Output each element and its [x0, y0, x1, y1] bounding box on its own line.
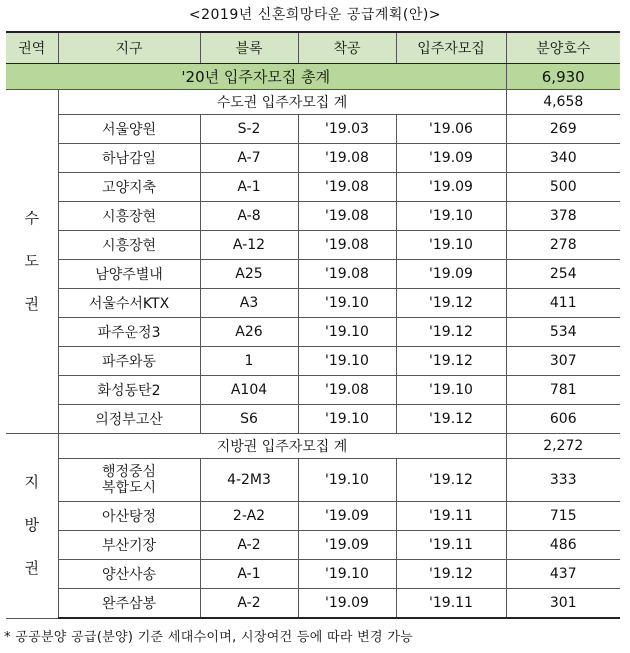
table-row: [6, 347, 620, 376]
district-line: 행정중심: [101, 463, 157, 480]
district-cell: 파주운정3: [58, 318, 200, 347]
block-cell: 1: [200, 347, 298, 376]
table-row: [6, 318, 620, 347]
units-cell: 333: [506, 459, 620, 502]
units-cell: 606: [506, 405, 620, 434]
district-cell: 파주와동: [58, 347, 200, 376]
table-row: [6, 144, 620, 173]
start-cell: '19.10: [298, 459, 396, 502]
start-cell: '19.10: [298, 560, 396, 589]
footnote: * 공공분양 공급(분양) 기준 세대수이며, 시장여건 등에 따라 변경 가능: [4, 630, 414, 645]
recruit-cell: '19.09: [396, 173, 506, 202]
units-cell: 715: [506, 502, 620, 531]
recruit-cell: '19.11: [396, 502, 506, 531]
units-cell: 301: [506, 589, 620, 619]
district-cell: 양산사송: [58, 560, 200, 589]
start-cell: '19.09: [298, 502, 396, 531]
block-cell: S6: [200, 405, 298, 434]
region-local: [6, 434, 58, 619]
block-cell: A-2: [200, 589, 298, 619]
units-cell: 437: [506, 560, 620, 589]
block-cell: A26: [200, 318, 298, 347]
block-cell: A25: [200, 260, 298, 289]
table-title: <2019년 신혼희망타운 공급계획(안)>: [188, 7, 442, 23]
district-cell: 부산기장: [58, 531, 200, 560]
recruit-cell: '19.09: [396, 260, 506, 289]
units-cell: 500: [506, 173, 620, 202]
district-cell: 하남감일: [58, 144, 200, 173]
table-row: [6, 531, 620, 560]
table-row: [6, 405, 620, 434]
district-cell: 화성동탄2: [58, 376, 200, 405]
table-row: [6, 589, 620, 619]
district-line: 복합도시: [101, 480, 157, 496]
capital-subtotal-value: 4,658: [506, 90, 620, 115]
district-cell: 시흥장현: [58, 231, 200, 260]
local-subtotal-value: 2,272: [506, 434, 620, 459]
start-cell: '19.08: [298, 376, 396, 405]
recruit-cell: '19.09: [396, 144, 506, 173]
region-char: 방: [24, 516, 39, 535]
local-subtotal-label: 지방권 입주자모집 계: [58, 434, 506, 459]
capital-subtotal-label: 수도권 입주자모집 계: [58, 90, 506, 115]
region-char: 도: [24, 252, 39, 270]
recruit-cell: '19.10: [396, 376, 506, 405]
recruit-cell: '19.12: [396, 459, 506, 502]
units-cell: 534: [506, 318, 620, 347]
region-char: 수: [24, 209, 39, 227]
district-cell: [58, 459, 200, 502]
block-cell: A-2: [200, 531, 298, 560]
district-cell: 시흥장현: [58, 202, 200, 231]
supply-plan-table: [6, 31, 620, 619]
units-cell: 378: [506, 202, 620, 231]
units-cell: 340: [506, 144, 620, 173]
header-recruit: 입주자모집: [396, 32, 506, 64]
recruit-cell: '19.12: [396, 560, 506, 589]
units-cell: 278: [506, 231, 620, 260]
start-cell: '19.10: [298, 289, 396, 318]
block-cell: A-8: [200, 202, 298, 231]
units-cell: 486: [506, 531, 620, 560]
header-row: [6, 32, 620, 64]
district-cell: 남양주별내: [58, 260, 200, 289]
units-cell: 781: [506, 376, 620, 405]
header-block: 블록: [200, 32, 298, 64]
start-cell: '19.10: [298, 318, 396, 347]
units-cell: 269: [506, 115, 620, 144]
table-row: [6, 260, 620, 289]
district-cell: 의정부고산: [58, 405, 200, 434]
recruit-cell: '19.10: [396, 202, 506, 231]
table-row: [6, 173, 620, 202]
region-capital: [6, 90, 58, 434]
header-start: 착공: [298, 32, 396, 64]
block-cell: A-12: [200, 231, 298, 260]
block-cell: A3: [200, 289, 298, 318]
table-row: [6, 289, 620, 318]
region-char: 지: [24, 473, 39, 492]
start-cell: '19.10: [298, 405, 396, 434]
start-cell: '19.08: [298, 260, 396, 289]
header-district: 지구: [58, 32, 200, 64]
table-row: [6, 502, 620, 531]
recruit-cell: '19.06: [396, 115, 506, 144]
total-row: [6, 64, 620, 90]
district-cell: 서울양원: [58, 115, 200, 144]
recruit-cell: '19.12: [396, 405, 506, 434]
units-cell: 411: [506, 289, 620, 318]
total-value: 6,930: [506, 64, 620, 90]
start-cell: '19.10: [298, 347, 396, 376]
block-cell: 4-2M3: [200, 459, 298, 502]
start-cell: '19.08: [298, 144, 396, 173]
block-cell: A-1: [200, 560, 298, 589]
district-cell: 완주삼봉: [58, 589, 200, 619]
local-subtotal-row: [6, 434, 620, 459]
table-row: [6, 560, 620, 589]
start-cell: '19.09: [298, 531, 396, 560]
block-cell: 2-A2: [200, 502, 298, 531]
block-cell: S-2: [200, 115, 298, 144]
start-cell: '19.08: [298, 173, 396, 202]
block-cell: A-7: [200, 144, 298, 173]
table-row: [6, 115, 620, 144]
district-cell: 아산탕정: [58, 502, 200, 531]
recruit-cell: '19.10: [396, 231, 506, 260]
recruit-cell: '19.11: [396, 589, 506, 619]
start-cell: '19.08: [298, 202, 396, 231]
capital-subtotal-row: [6, 90, 620, 115]
total-label: '20년 입주자모집 총계: [6, 64, 506, 90]
recruit-cell: '19.11: [396, 531, 506, 560]
table-row: [6, 459, 620, 502]
start-cell: '19.09: [298, 589, 396, 619]
units-cell: 254: [506, 260, 620, 289]
block-cell: A-1: [200, 173, 298, 202]
district-cell: 서울수서KTX: [58, 289, 200, 318]
recruit-cell: '19.12: [396, 318, 506, 347]
table-row: [6, 202, 620, 231]
district-cell: 고양지축: [58, 173, 200, 202]
start-cell: '19.08: [298, 231, 396, 260]
table-row: [6, 376, 620, 405]
region-char: 권: [24, 559, 39, 578]
start-cell: '19.03: [298, 115, 396, 144]
recruit-cell: '19.12: [396, 347, 506, 376]
recruit-cell: '19.12: [396, 289, 506, 318]
region-char: 권: [24, 295, 39, 313]
header-region: 권역: [6, 32, 58, 64]
units-cell: 307: [506, 347, 620, 376]
block-cell: A104: [200, 376, 298, 405]
header-units: 분양호수: [506, 32, 620, 64]
table-row: [6, 231, 620, 260]
